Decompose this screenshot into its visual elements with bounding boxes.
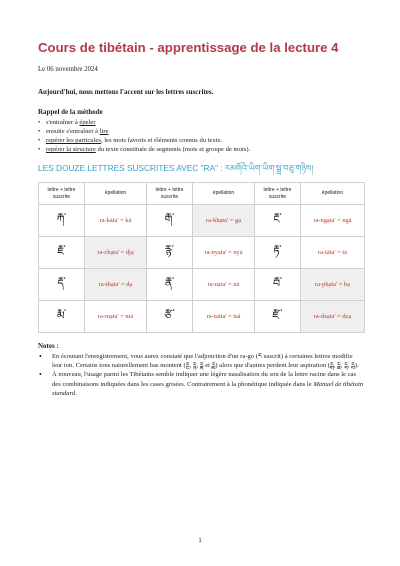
method-link-particules[interactable]: repérer les particules <box>46 137 101 144</box>
method-list <box>38 118 364 154</box>
method-item: • repérer les particules, les mots favoris et éléments connus du texte. <box>38 136 364 145</box>
document-page <box>38 40 364 398</box>
tibetan-letter-cell: རྡ་ <box>39 269 85 301</box>
spelling-cell: ra-thạta' = dạ <box>85 269 147 301</box>
spelling-cell: ra-tāta' = tā <box>301 237 365 269</box>
tibetan-letter-cell: རྨ་ <box>39 301 85 333</box>
table-row <box>39 269 365 301</box>
method-item: • ensuite s'entraîner à lire <box>38 127 364 136</box>
tibetan-letter-cell: རྒ་ <box>147 205 193 237</box>
column-header: lettre + lettre suscrite <box>255 183 301 205</box>
table-row <box>39 301 365 333</box>
tibetan-letter-cell: རྗ་ <box>39 237 85 269</box>
note-item: • En écoutant l'enregistrement, vous aurez constaté que l'adjonction d'un ra-go (ར suscrit) à certaines lettres modifie leur ton. Certains tons naturellement bas montent (ཪྔ, ཪྙ, ཪྣ et ཪྨ) alors que d'autres perdent leur aspiration (ཪྒ, ཪྗ, ཪྡ, ཪྦ). <box>38 352 364 370</box>
table-row <box>39 205 365 237</box>
tibetan-letter-cell: རྦ་ <box>255 269 301 301</box>
section-title: LES DOUZE LETTRES SUSCRITES AVEC "RA" : རམགོའི་ཡིག་ཡིག་སྒྲ་བཅུ་གཉིས། <box>38 163 314 173</box>
method-title: Rappel de la méthode <box>38 108 103 116</box>
spelling-cell: ra-nạta' = nā <box>193 269 255 301</box>
tibetan-letter-cell: རྩ་ <box>147 301 193 333</box>
column-header: lettre + lettre suscrite <box>39 183 85 205</box>
notes-title: Notes : <box>38 342 59 350</box>
tibetan-letter-cell: རྣ་ <box>147 269 193 301</box>
tibetan-letter-cell: རྫ་ <box>255 301 301 333</box>
tibetan-letter-cell: རྟ་ <box>255 237 301 269</box>
table-header-row <box>39 183 365 205</box>
column-header: épellation <box>301 183 365 205</box>
method-item: • s'entraîner à épeler <box>38 118 364 127</box>
spelling-cell: ra-khạta' = gạ <box>193 205 255 237</box>
letters-table-body <box>39 205 365 333</box>
method-link-lire[interactable]: lire <box>99 128 109 135</box>
tibetan-letter-cell: རྔ་ <box>255 205 301 237</box>
table-row <box>39 237 365 269</box>
spelling-cell: ra-ngạta' = ngā <box>301 205 365 237</box>
intro-text: Aujourd'hui, nous mettons l'accent sur les lettres suscrites. <box>38 88 214 96</box>
document-date: Le 06 novembre 2024 <box>38 66 98 73</box>
spelling-cell: ra-kāta' = kā <box>85 205 147 237</box>
spelling-cell: ra-tsāta' = tsā <box>193 301 255 333</box>
method-link-epeler[interactable]: épeler <box>79 119 96 126</box>
note-item: • À nouveau, l'usage parmi les Tibétains semble indiquer une légère nasalisation du son de la lettre racine dans le cas des combinaisons indiquées dans les cases grisées. Contrairement à la phonétique indiquée dans le Manuel de tibétain standard. <box>38 370 364 398</box>
letters-table <box>38 182 365 333</box>
tibetan-letter-cell: རྙ་ <box>147 237 193 269</box>
spelling-cell: ra-nyạta' = nyā <box>193 237 255 269</box>
spelling-cell: ra-chạta' = djạ <box>85 237 147 269</box>
tibetan-letter-cell: རྐ་ <box>39 205 85 237</box>
page-number: 1 <box>198 538 202 544</box>
method-item: • repérer la structure du texte constituée de segments (mots et groupe de mots). <box>38 145 364 154</box>
column-header: épellation <box>193 183 255 205</box>
spelling-cell: ra-mạta' = mā <box>85 301 147 333</box>
document-title: Cours de tibétain - apprentissage de la lecture 4 <box>38 40 339 55</box>
spelling-cell: ra-phạta' = bạ <box>301 269 365 301</box>
spelling-cell: ra-dzạta' = dzạ <box>301 301 365 333</box>
method-link-structure[interactable]: repérer la structure <box>46 146 96 153</box>
column-header: lettre + lettre suscrite <box>147 183 193 205</box>
column-header: épellation <box>85 183 147 205</box>
notes-list <box>38 352 364 398</box>
